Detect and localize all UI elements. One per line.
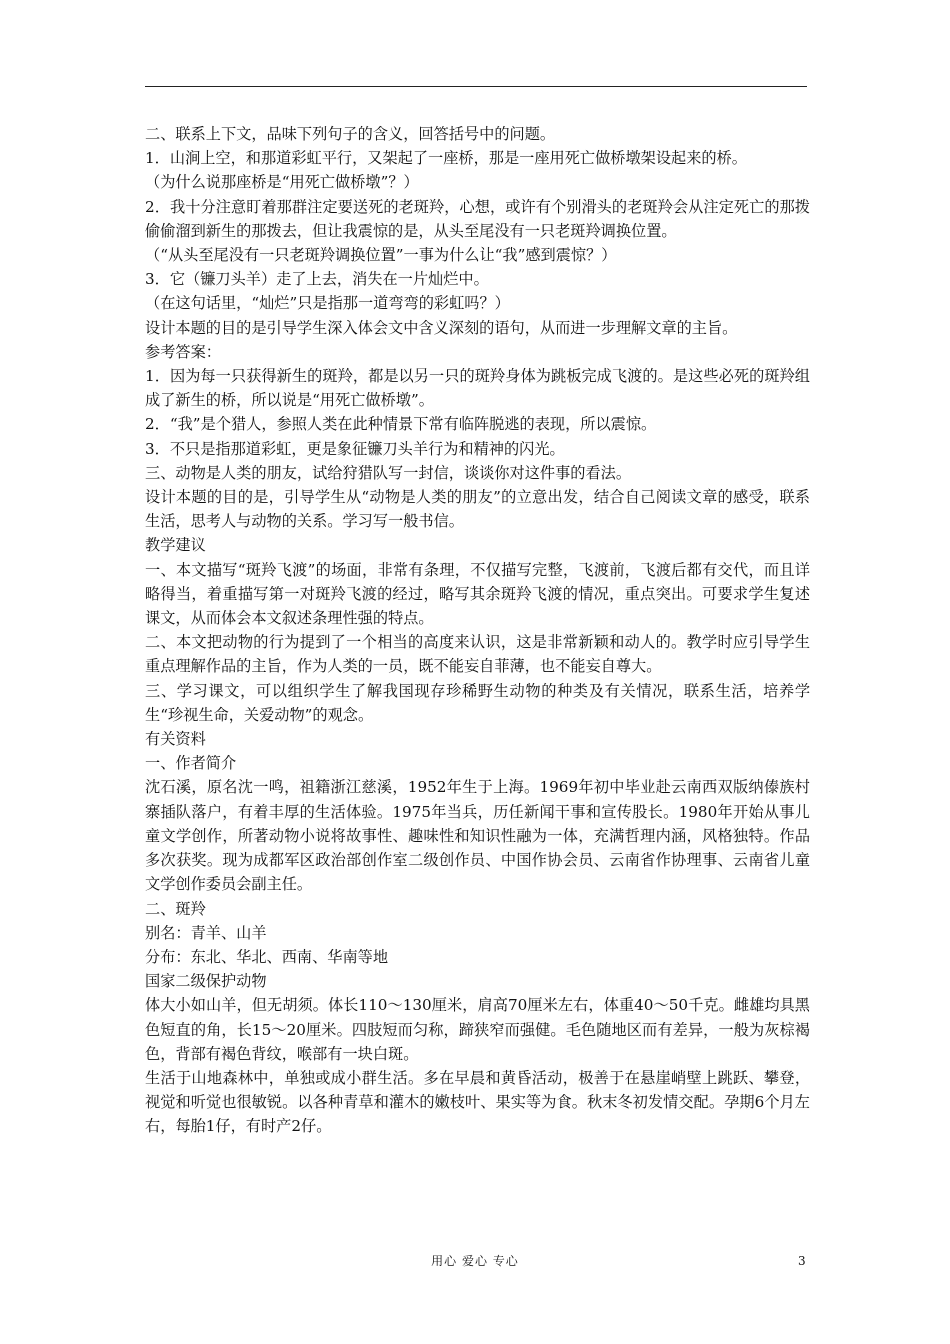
- paragraph: 体大小如山羊，但无胡须。体长110～130厘米，肩高70厘米左右，体重40～50千克。雌雄均具黑色短直的角，长15～20厘米。四肢短而匀称，蹄狭窄而强健。毛色随地区而有差异，一般为灰棕褐色，背部有褐色背纹，喉部有一块白斑。: [145, 996, 810, 1063]
- answer-heading: 参考答案：: [145, 342, 221, 361]
- paragraph: 沈石溪，原名沈一鸣，祖籍浙江慈溪，1952年生于上海。1969年初中毕业赴云南西双版纳傣族村寨插队落户，有着丰厚的生活体验。1975年当兵，历任新闻干事和宣传股长。1980年开始从事儿童文学创作，所著动物小说将故事性、趣味性和知识性融为一体，充满哲理内涵，风格独特。作品多次获奖。现为成都军区政治部创作室二级创作员、中国作协会员、云南省作协理事、云南省儿童文学创作委员会副主任。: [145, 778, 810, 894]
- footer-motto: 用心 爱心 专心: [431, 1254, 519, 1268]
- paragraph: （为什么说那座桥是“用死亡做桥墩”？）: [145, 173, 419, 192]
- paragraph: 1．山涧上空，和那道彩虹平行，又架起了一座桥，那是一座用死亡做桥墩架设起来的桥。: [145, 149, 747, 168]
- subsection-heading: 一、作者简介: [145, 754, 237, 773]
- paragraph: 一、本文描写“斑羚飞渡”的场面，非常有条理，不仅描写完整，飞渡前，飞渡后都有交代，而且详略得当，着重描写第一对斑羚飞渡的经过，略写其余斑羚飞渡的情况，重点突出。可要求学生复述课文，从而体会本文叙述条理性强的特点。: [145, 560, 810, 628]
- page-footer: [0, 1251, 950, 1271]
- paragraph: 分布：东北、华北、西南、华南等地: [145, 947, 388, 966]
- paragraph: 3．它（镰刀头羊）走了上去，消失在一片灿烂中。: [145, 270, 489, 289]
- paragraph: 二、本文把动物的行为提到了一个相当的高度来认识，这是非常新颖和动人的。教学时应引导学生重点理解作品的主旨，作为人类的一员，既不能妄自菲薄，也不能妄自尊大。: [145, 633, 810, 676]
- paragraph: 2．我十分注意盯着那群注定要送死的老斑羚，心想，或许有个别滑头的老斑羚会从注定死亡的那拨偷偷溜到新生的那拨去，但让我震惊的是，从头至尾没有一只老斑羚调换位置。: [145, 197, 810, 240]
- paragraph: 生活于山地森林中，单独或成小群生活。多在早晨和黄昏活动，极善于在悬崖峭壁上跳跃、攀登，视觉和听觉也很敏锐。以各种青草和灌木的嫩枝叶、果实等为食。秋末冬初发情交配。孕期6个月左右，每胎1仔，有时产2仔。: [145, 1068, 810, 1136]
- header-rule: [145, 86, 807, 87]
- paragraph: 国家二级保护动物: [145, 972, 267, 991]
- paragraph: （在这句话里，“灿烂”只是指那一道弯弯的彩虹吗？）: [145, 294, 510, 313]
- section-heading: 教学建议: [145, 536, 206, 555]
- paragraph: 1．因为每一只获得新生的斑羚，都是以另一只的斑羚身体为跳板完成飞渡的。是这些必死的斑羚组成了新生的桥，所以说是“用死亡做桥墩”。: [145, 367, 810, 410]
- page-number: 3: [798, 1254, 806, 1268]
- paragraph: 设计本题的目的是引导学生深入体会文中含义深刻的语句，从而进一步理解文章的主旨。: [145, 318, 738, 337]
- question-heading: 三、动物是人类的朋友，试给狩猎队写一封信，谈谈你对这件事的看法。: [145, 463, 631, 482]
- paragraph: （“从头至尾没有一只老斑羚调换位置”一事为什么让“我”感到震惊？）: [145, 246, 617, 265]
- document-body: [145, 122, 810, 1139]
- paragraph: 设计本题的目的是，引导学生从“动物是人类的朋友”的立意出发，结合自己阅读文章的感受，联系生活，思考人与动物的关系。学习写一般书信。: [145, 488, 810, 531]
- question-heading: 二、联系上下文，品味下列句子的含义，回答括号中的问题。: [145, 125, 556, 143]
- paragraph: 别名：青羊、山羊: [145, 923, 267, 942]
- paragraph: 2．“我”是个猎人，参照人类在此种情景下常有临阵脱逃的表现，所以震惊。: [145, 415, 657, 434]
- subsection-heading: 二、斑羚: [145, 899, 206, 918]
- section-heading: 有关资料: [145, 730, 206, 749]
- paragraph: 3．不只是指那道彩虹，更是象征镰刀头羊行为和精神的闪光。: [145, 439, 565, 458]
- paragraph: 三、学习课文，可以组织学生了解我国现存珍稀野生动物的种类及有关情况，联系生活，培养学生“珍视生命，关爱动物”的观念。: [145, 681, 810, 724]
